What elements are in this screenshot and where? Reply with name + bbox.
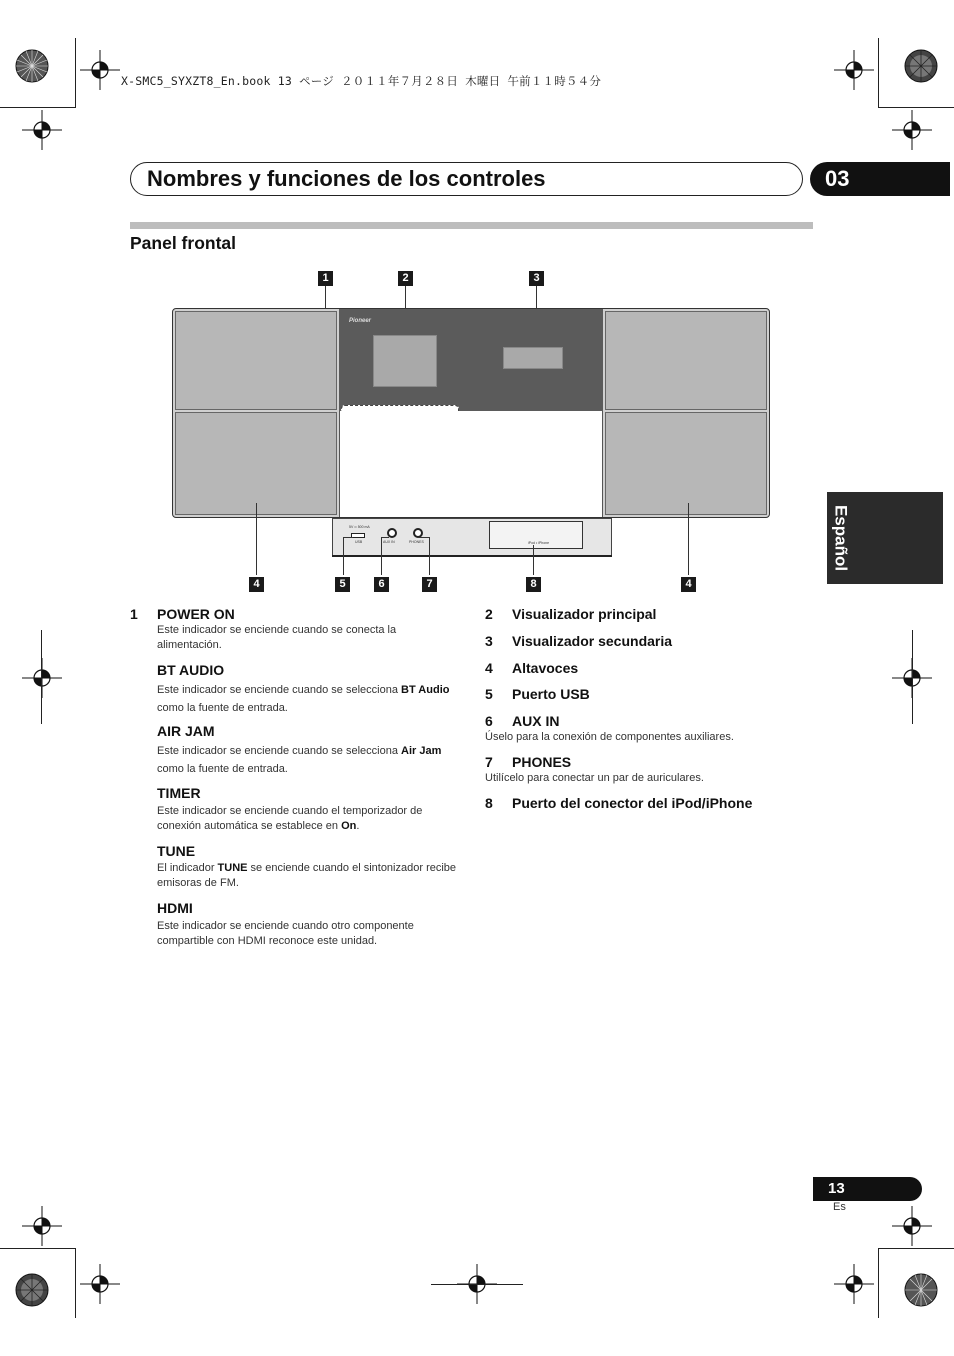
crosshair-icon <box>80 50 120 90</box>
crosshair-icon <box>834 1264 874 1304</box>
item-description: Este indicador se enciende cuando se selecciona Air Jam como la fuente de entrada. <box>157 745 442 775</box>
callout-4-left: 4 <box>249 577 264 592</box>
item-description: El indicador TUNE se enciende cuando el sintonizador recibe emisoras de FM. <box>157 862 457 889</box>
aux-in-label: AUX IN <box>383 540 395 544</box>
device-base-edge <box>332 555 612 557</box>
legend-item-hdmi <box>130 900 460 949</box>
item-title: HDMI <box>157 900 193 916</box>
item-description: Este indicador se enciende cuando otro componente compartible con HDMI reconoce este unidad. <box>157 920 414 947</box>
item-number: 1 <box>130 606 138 622</box>
legend-right <box>485 606 815 812</box>
callout-1: 1 <box>318 271 333 286</box>
callout-7: 7 <box>422 577 437 592</box>
legend-item-usb-port: 5 Puerto USB <box>485 686 590 702</box>
item-title: TIMER <box>157 785 201 801</box>
legend-item-ipod-connector: 8 Puerto del conector del iPod/iPhone <box>485 795 753 811</box>
legend-item-bt-audio <box>130 662 460 717</box>
crosshair-icon <box>892 110 932 150</box>
usb-label: USB <box>355 540 363 544</box>
phones-label: PHONES <box>409 540 424 544</box>
speaker-left-lower <box>175 412 337 515</box>
item-description: Úselo para la conexión de componentes auxiliares. <box>485 731 734 743</box>
registration-mark-icon <box>903 1272 939 1308</box>
legend-item-tune <box>130 843 460 891</box>
item-title: AIR JAM <box>157 723 215 739</box>
item-description: Este indicador se enciende cuando se selecciona BT Audio como la fuente de entrada. <box>157 684 450 714</box>
device-base <box>332 518 612 556</box>
ipod-dock-label: iPod • iPhone <box>528 541 550 545</box>
item-title: TUNE <box>157 843 196 859</box>
page-number: 13 <box>828 1180 845 1197</box>
callout-4-right: 4 <box>681 577 696 592</box>
legend-item-phones: 7 PHONES Utilícelo para conectar un par de auriculares. <box>485 754 815 786</box>
item-title: POWER ON <box>157 606 235 622</box>
item-description: Este indicador se enciende cuando se conecta la alimentación. <box>157 624 397 651</box>
legend-item-aux-in: 6 AUX IN Úselo para la conexión de componentes auxiliares. <box>485 713 815 745</box>
usb-port <box>351 533 365 538</box>
control-panel <box>339 309 603 411</box>
crosshair-icon <box>22 1206 62 1246</box>
center-panel-lower <box>339 411 603 517</box>
crosshair-icon <box>22 658 62 698</box>
brand-logo: Pioneer <box>349 318 372 324</box>
registration-mark-icon <box>903 48 939 84</box>
legend-item-sub-display: 3 Visualizador secundaria <box>485 633 673 649</box>
speaker-right-lower <box>605 412 767 515</box>
item-description: Utilícelo para conectar un par de auriculares. <box>485 772 704 784</box>
section-rule <box>130 222 813 229</box>
sub-display <box>503 347 563 369</box>
ipod-dock <box>489 521 583 549</box>
language-tab-label <box>820 496 860 580</box>
usb-power-label: 5V ═ 500 mA <box>349 525 370 529</box>
crosshair-icon <box>892 1206 932 1246</box>
legend-item-air-jam <box>130 723 460 778</box>
print-header: X-SMC5_SYXZT8_En.book 13 ページ ２０１１年７月２８日 木曜日 午前１１時５４分 <box>121 74 602 88</box>
section-heading: Panel frontal <box>130 233 236 253</box>
callout-2: 2 <box>398 271 413 286</box>
callout-3: 3 <box>529 271 544 286</box>
callout-5: 5 <box>335 577 350 592</box>
page-language-code: Es <box>833 1201 846 1213</box>
callout-6: 6 <box>374 577 389 592</box>
callout-8: 8 <box>526 577 541 592</box>
speaker-left-upper <box>175 311 337 410</box>
legend-item-timer <box>130 785 460 834</box>
chapter-number: 03 <box>825 166 850 191</box>
speaker-right-upper <box>605 311 767 410</box>
crosshair-icon <box>22 110 62 150</box>
item-description: Este indicador se enciende cuando el temporizador de conexión automática se establece en On. <box>157 805 423 832</box>
crosshair-icon <box>80 1264 120 1304</box>
legend-item-speakers: 4 Altavoces <box>485 660 579 676</box>
device-front-panel <box>172 308 770 518</box>
legend-left <box>130 606 460 949</box>
crosshair-icon <box>834 50 874 90</box>
registration-mark-icon <box>14 1272 50 1308</box>
legend-item-main-display: 2 Visualizador principal <box>485 606 657 622</box>
main-display <box>373 335 437 387</box>
language-tab-text: Español <box>831 504 851 572</box>
legend-item-power-on <box>130 606 460 653</box>
registration-mark-icon <box>14 48 50 84</box>
chapter-title: Nombres y funciones de los controles <box>147 166 546 191</box>
item-title: BT AUDIO <box>157 662 225 678</box>
